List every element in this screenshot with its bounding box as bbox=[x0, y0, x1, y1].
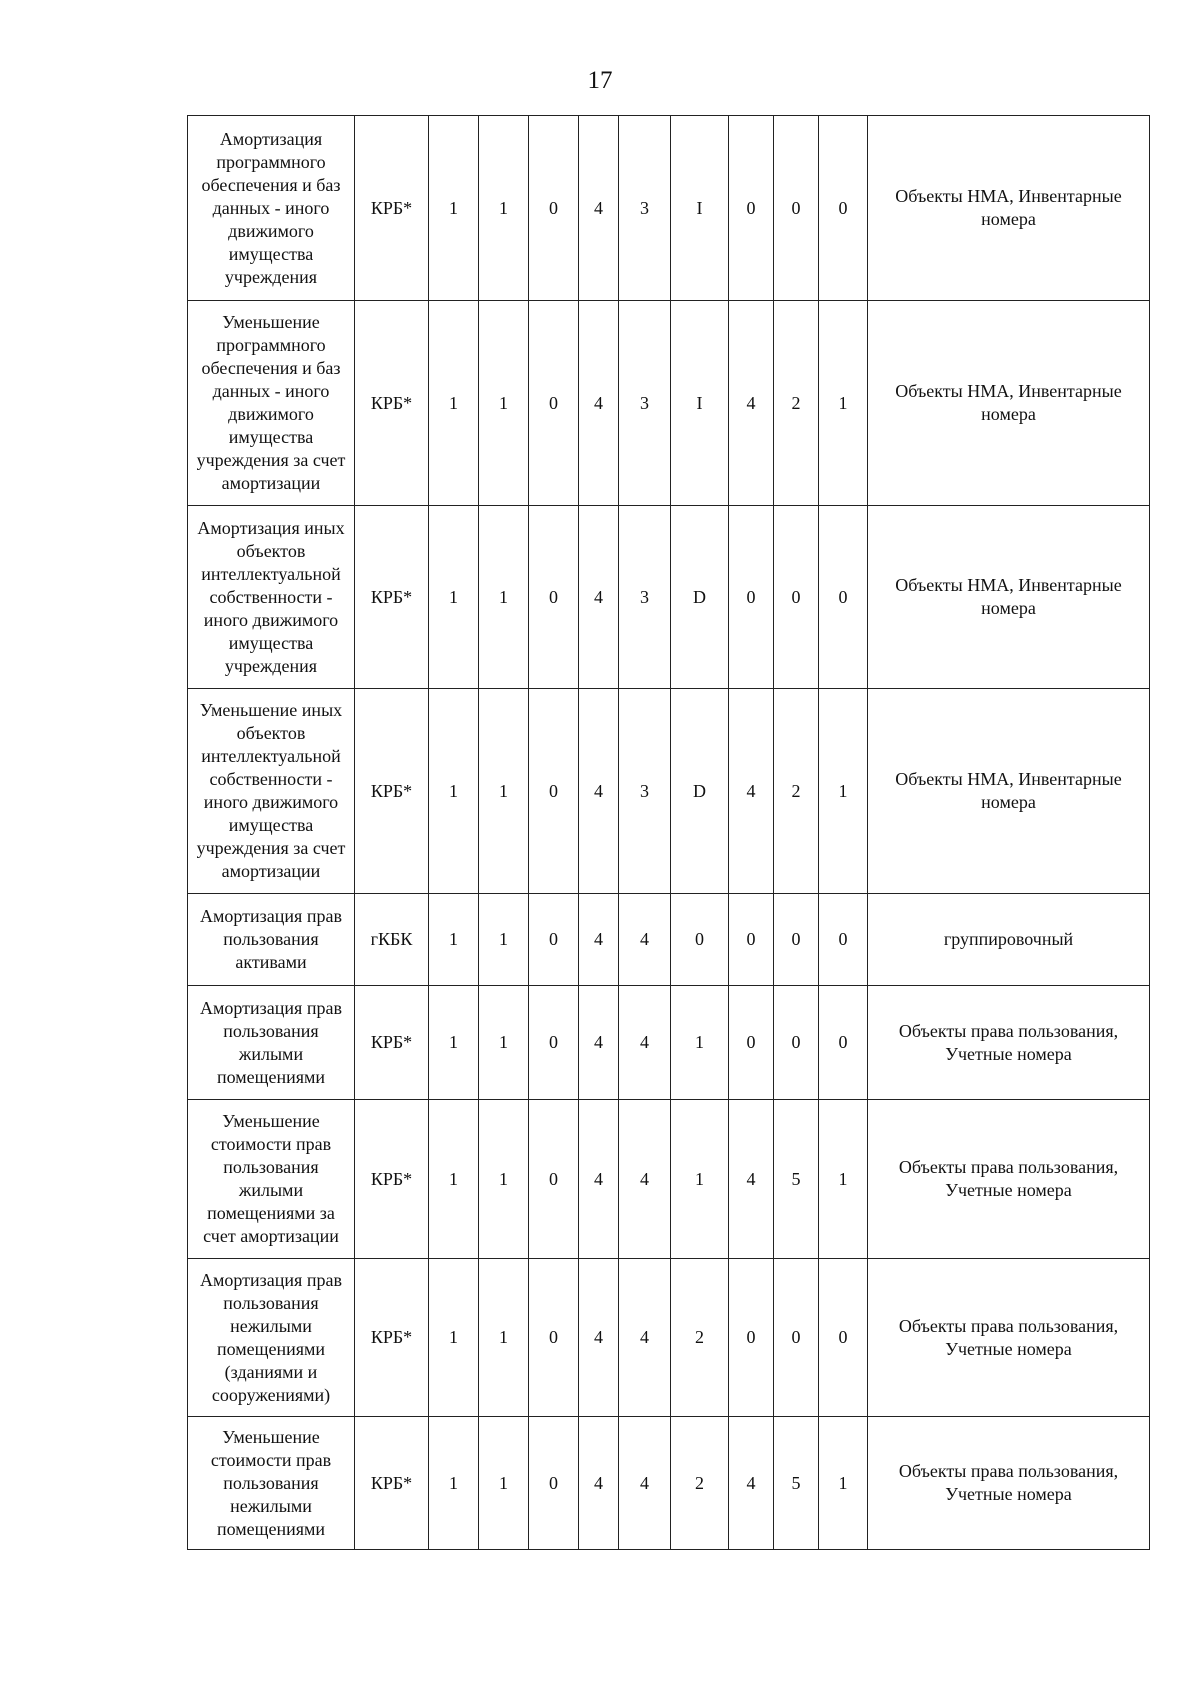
row-type: КРБ* bbox=[355, 301, 429, 506]
code-digit-5: 4 bbox=[619, 894, 671, 986]
code-digit-4: 4 bbox=[579, 894, 619, 986]
code-digit-4: 4 bbox=[579, 301, 619, 506]
row-type: КРБ* bbox=[355, 116, 429, 301]
code-digit-3: 0 bbox=[529, 689, 579, 894]
row-description: Объекты права пользования, Учетные номера bbox=[868, 1259, 1150, 1417]
row-description: группировочный bbox=[868, 894, 1150, 986]
code-digit-3: 0 bbox=[529, 116, 579, 301]
code-digit-7: 4 bbox=[729, 1417, 774, 1550]
row-name: Уменьшение иных объектов интеллектуальной собственности - иного движимого имущества учреждения за счет амортизации bbox=[188, 689, 355, 894]
code-digit-4: 4 bbox=[579, 986, 619, 1100]
code-digit-7: 4 bbox=[729, 689, 774, 894]
code-digit-9: 0 bbox=[819, 894, 868, 986]
code-digit-3: 0 bbox=[529, 1100, 579, 1259]
code-digit-1: 1 bbox=[429, 1259, 479, 1417]
code-digit-6: 1 bbox=[671, 1100, 729, 1259]
code-digit-2: 1 bbox=[479, 894, 529, 986]
code-digit-8: 5 bbox=[774, 1417, 819, 1550]
code-digit-7: 4 bbox=[729, 1100, 774, 1259]
code-digit-9: 1 bbox=[819, 689, 868, 894]
table-row bbox=[188, 986, 1150, 1100]
code-digit-7: 4 bbox=[729, 301, 774, 506]
code-digit-5: 3 bbox=[619, 506, 671, 689]
code-digit-9: 0 bbox=[819, 986, 868, 1100]
code-digit-3: 0 bbox=[529, 506, 579, 689]
code-digit-9: 0 bbox=[819, 506, 868, 689]
code-digit-7: 0 bbox=[729, 1259, 774, 1417]
row-name: Уменьшение стоимости прав пользования жилыми помещениями за счет амортизации bbox=[188, 1100, 355, 1259]
code-digit-9: 1 bbox=[819, 1417, 868, 1550]
table-body bbox=[188, 116, 1150, 1550]
code-digit-9: 1 bbox=[819, 301, 868, 506]
table-row bbox=[188, 301, 1150, 506]
table-row bbox=[188, 894, 1150, 986]
code-digit-3: 0 bbox=[529, 986, 579, 1100]
code-digit-4: 4 bbox=[579, 689, 619, 894]
table-row bbox=[188, 506, 1150, 689]
code-digit-1: 1 bbox=[429, 1417, 479, 1550]
row-description: Объекты права пользования, Учетные номера bbox=[868, 986, 1150, 1100]
code-digit-5: 3 bbox=[619, 301, 671, 506]
code-digit-4: 4 bbox=[579, 506, 619, 689]
code-digit-7: 0 bbox=[729, 894, 774, 986]
code-digit-5: 3 bbox=[619, 689, 671, 894]
code-digit-6: 0 bbox=[671, 894, 729, 986]
row-name: Уменьшение стоимости прав пользования нежилыми помещениями bbox=[188, 1417, 355, 1550]
code-digit-6: 1 bbox=[671, 986, 729, 1100]
code-digit-1: 1 bbox=[429, 1100, 479, 1259]
code-digit-2: 1 bbox=[479, 116, 529, 301]
row-name: Амортизация прав пользования жилыми помещениями bbox=[188, 986, 355, 1100]
code-digit-6: D bbox=[671, 689, 729, 894]
code-digit-7: 0 bbox=[729, 986, 774, 1100]
code-digit-1: 1 bbox=[429, 506, 479, 689]
row-name: Амортизация прав пользования активами bbox=[188, 894, 355, 986]
code-digit-8: 0 bbox=[774, 1259, 819, 1417]
code-digit-4: 4 bbox=[579, 116, 619, 301]
code-digit-7: 0 bbox=[729, 116, 774, 301]
row-type: КРБ* bbox=[355, 1259, 429, 1417]
code-digit-2: 1 bbox=[479, 506, 529, 689]
row-description: Объекты права пользования, Учетные номера bbox=[868, 1417, 1150, 1550]
code-digit-6: 2 bbox=[671, 1259, 729, 1417]
row-name: Амортизация иных объектов интеллектуальной собственности - иного движимого имущества учреждения bbox=[188, 506, 355, 689]
code-digit-1: 1 bbox=[429, 894, 479, 986]
page-number: 17 bbox=[587, 67, 613, 94]
row-description: Объекты НМА, Инвентарные номера bbox=[868, 506, 1150, 689]
code-digit-2: 1 bbox=[479, 689, 529, 894]
row-name: Амортизация прав пользования нежилыми помещениями (зданиями и сооружениями) bbox=[188, 1259, 355, 1417]
code-digit-9: 0 bbox=[819, 1259, 868, 1417]
code-digit-2: 1 bbox=[479, 301, 529, 506]
code-digit-8: 0 bbox=[774, 986, 819, 1100]
table-row bbox=[188, 1417, 1150, 1550]
code-digit-1: 1 bbox=[429, 116, 479, 301]
code-digit-8: 0 bbox=[774, 506, 819, 689]
code-digit-6: D bbox=[671, 506, 729, 689]
accounts-table bbox=[187, 115, 1150, 1550]
code-digit-8: 2 bbox=[774, 689, 819, 894]
row-description: Объекты НМА, Инвентарные номера bbox=[868, 116, 1150, 301]
table-row bbox=[188, 116, 1150, 301]
code-digit-2: 1 bbox=[479, 1417, 529, 1550]
row-name: Амортизация программного обеспечения и баз данных - иного движимого имущества учреждения bbox=[188, 116, 355, 301]
code-digit-6: I bbox=[671, 301, 729, 506]
row-description: Объекты НМА, Инвентарные номера bbox=[868, 301, 1150, 506]
row-description: Объекты НМА, Инвентарные номера bbox=[868, 689, 1150, 894]
code-digit-6: 2 bbox=[671, 1417, 729, 1550]
row-type: КРБ* bbox=[355, 689, 429, 894]
code-digit-9: 0 bbox=[819, 116, 868, 301]
code-digit-8: 0 bbox=[774, 116, 819, 301]
code-digit-4: 4 bbox=[579, 1100, 619, 1259]
code-digit-5: 4 bbox=[619, 1417, 671, 1550]
code-digit-1: 1 bbox=[429, 301, 479, 506]
code-digit-2: 1 bbox=[479, 1259, 529, 1417]
code-digit-5: 3 bbox=[619, 116, 671, 301]
code-digit-3: 0 bbox=[529, 1259, 579, 1417]
code-digit-8: 2 bbox=[774, 301, 819, 506]
code-digit-9: 1 bbox=[819, 1100, 868, 1259]
code-digit-4: 4 bbox=[579, 1259, 619, 1417]
row-type: КРБ* bbox=[355, 506, 429, 689]
code-digit-3: 0 bbox=[529, 301, 579, 506]
code-digit-2: 1 bbox=[479, 1100, 529, 1259]
row-description: Объекты права пользования, Учетные номера bbox=[868, 1100, 1150, 1259]
code-digit-5: 4 bbox=[619, 1100, 671, 1259]
row-name: Уменьшение программного обеспечения и баз данных - иного движимого имущества учреждения за счет амортизации bbox=[188, 301, 355, 506]
code-digit-3: 0 bbox=[529, 1417, 579, 1550]
code-digit-5: 4 bbox=[619, 1259, 671, 1417]
table-row bbox=[188, 1100, 1150, 1259]
code-digit-6: I bbox=[671, 116, 729, 301]
code-digit-5: 4 bbox=[619, 986, 671, 1100]
row-type: КРБ* bbox=[355, 986, 429, 1100]
row-type: КРБ* bbox=[355, 1100, 429, 1259]
row-type: гКБК bbox=[355, 894, 429, 986]
code-digit-2: 1 bbox=[479, 986, 529, 1100]
code-digit-8: 5 bbox=[774, 1100, 819, 1259]
code-digit-1: 1 bbox=[429, 689, 479, 894]
code-digit-3: 0 bbox=[529, 894, 579, 986]
row-type: КРБ* bbox=[355, 1417, 429, 1550]
code-digit-8: 0 bbox=[774, 894, 819, 986]
table-row bbox=[188, 1259, 1150, 1417]
code-digit-1: 1 bbox=[429, 986, 479, 1100]
code-digit-4: 4 bbox=[579, 1417, 619, 1550]
code-digit-7: 0 bbox=[729, 506, 774, 689]
table-row bbox=[188, 689, 1150, 894]
